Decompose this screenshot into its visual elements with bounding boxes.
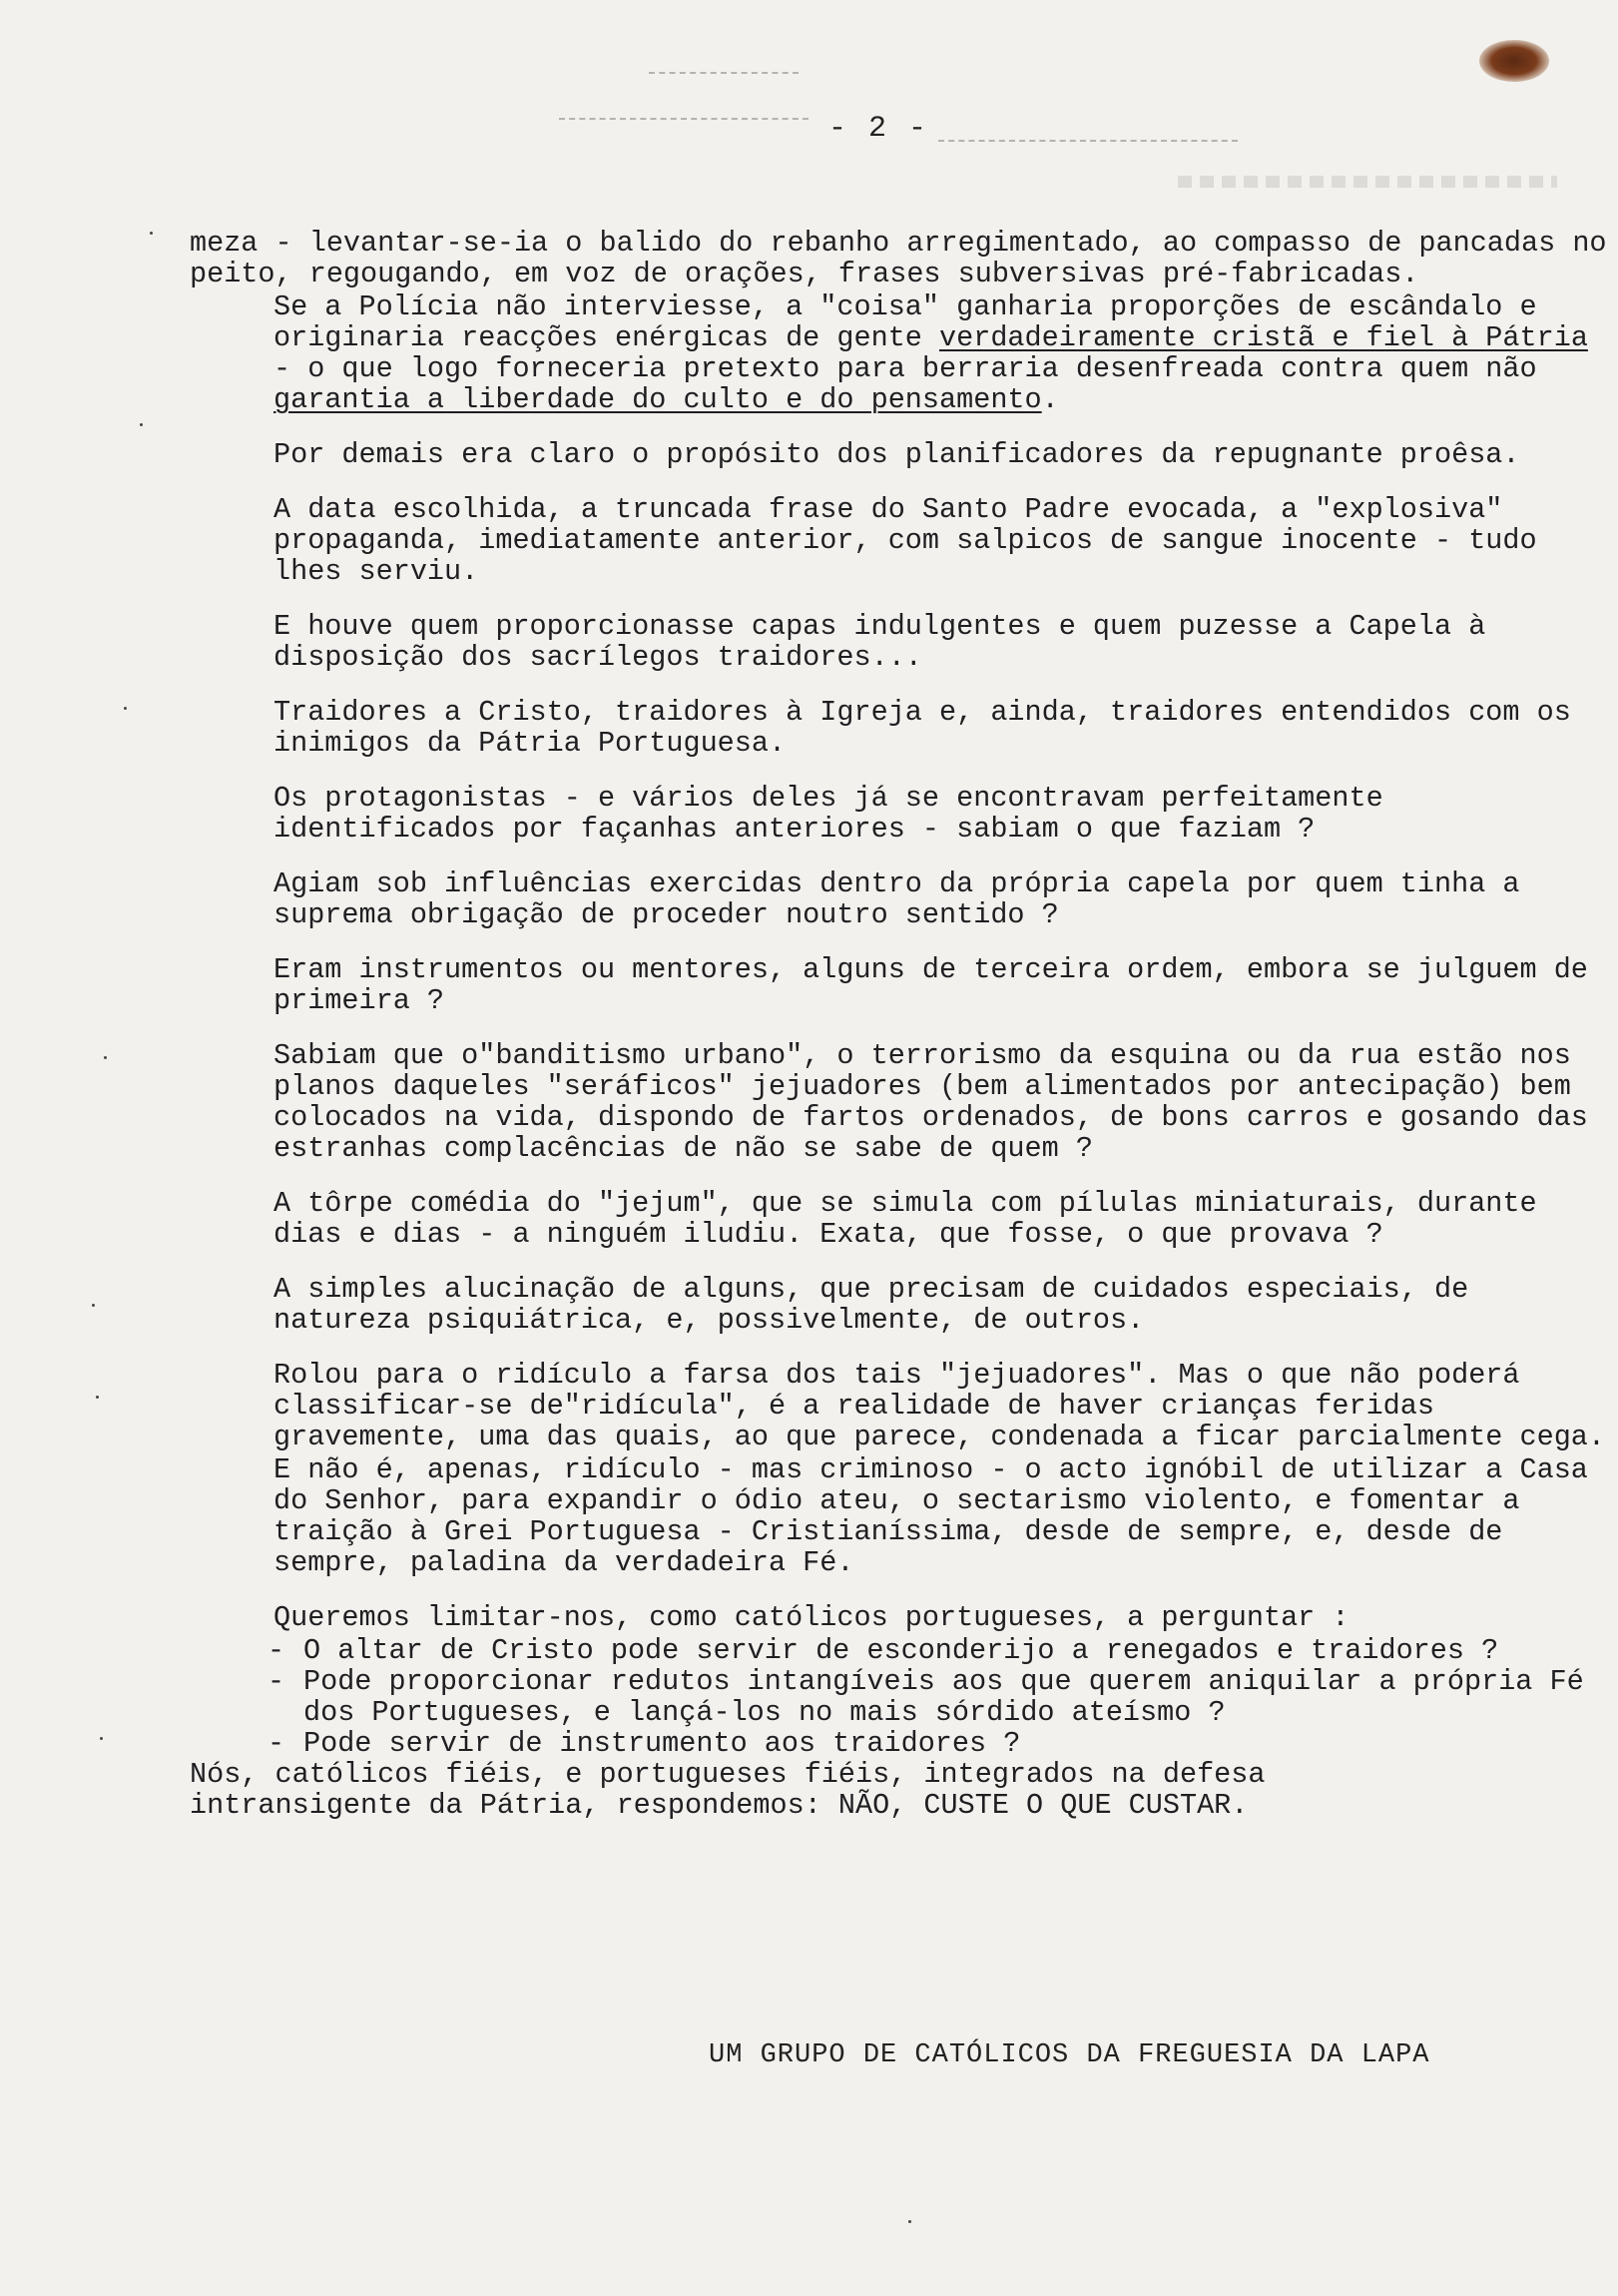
answer-paragraph: Nós, católicos fiéis, e portugueses fiéis, integrados na defesa intransigente da Pátria, respondemos: NÃO, CUSTE O QUE CUSTAR. [190, 1758, 1266, 1822]
header-dashes-right [938, 140, 1238, 142]
underlined-phrase-2: garantia a liberdade do culto e do pensamento [273, 383, 1042, 416]
paragraph-10: Sabiam que o"banditismo urbano", o terrorismo da esquina ou da rua estão nos planos daqueles "seráficos" jejuadores (bem alimentados por antecipação) bem colocados na vida, dispondo de fartos ordenados, de bons carros e gosando das estranhas complacências de não se sabe de quem ? [273, 1039, 1588, 1165]
question-bullet: - [268, 1634, 285, 1667]
signature: UM GRUPO DE CATÓLICOS DA FREGUESIA DA LAPA [709, 2040, 1430, 2070]
rust-stain [1479, 40, 1549, 82]
letter-body [190, 228, 1607, 1845]
questions-list [190, 1635, 1607, 1759]
underlined-phrase-1: verdadeiramente cristã e fiel à Pátria [939, 321, 1588, 354]
bleed-through-text [1178, 176, 1557, 188]
question-bullet: - [268, 1727, 285, 1760]
paragraph-9: Eram instrumentos ou mentores, alguns de terceira ordem, embora se julguem de primeira ? [273, 953, 1588, 1017]
header-dashes-left [559, 118, 809, 120]
page-number: - 2 - [827, 112, 928, 146]
ink-speck [92, 1304, 95, 1307]
header-dashes-top [649, 72, 799, 74]
paragraph-1: meza - levantar-se-ia o balido do rebanho arregimentado, ao compasso de pancadas no peito, regougando, em voz de orações, frases subversivas pré-fabricadas. [190, 227, 1607, 290]
paragraph-2: Se a Polícia não interviesse, a "coisa" ganharia proporções de escândalo e originaria reacções enérgicas de gente verdadeiramente cristã e fiel à Pátria - o que logo forneceria pretexto para berraria desenfreada contra quem não garantia a liberdade do culto e do pensamento. [273, 290, 1588, 416]
ink-speck [104, 1056, 107, 1059]
paragraph-14: E não é, apenas, ridículo - mas criminoso - o acto ignóbil de utilizar a Casa do Senhor, para expandir o ódio ateu, o sectarismo violento, e fomentar a traição à Grei Portuguesa - Cristianíssima, desde de sempre, e, desde de sempre, paladina da verdadeira Fé. [273, 1453, 1588, 1579]
paragraph-3: Por demais era claro o propósito dos planificadores da repugnante proêsa. [273, 438, 1520, 471]
questions-intro: Queremos limitar-nos, como católicos portugueses, a perguntar : [273, 1601, 1349, 1634]
paragraph-13: Rolou para o ridículo a farsa dos tais "jejuadores". Mas o que não poderá classificar-se de"ridícula", é a realidade de haver crianças feridas gravemente, uma das quais, ao que parece, condenada a ficar parcialmente cega. [273, 1359, 1606, 1453]
paragraph-5: E houve quem proporcionasse capas indulgentes e quem puzesse a Capela à disposição dos sacrílegos traidores... [273, 610, 1486, 674]
ink-speck [150, 232, 153, 235]
paragraph-11: A tôrpe comédia do "jejum", que se simula com pílulas miniaturais, durante dias e dias - a ninguém iludiu. Exata, que fosse, o que provava ? [273, 1187, 1537, 1251]
ink-speck [124, 707, 127, 710]
paragraph-7: Os protagonistas - e vários deles já se encontravam perfeitamente identificados por façanhas anteriores - sabiam o que faziam ? [273, 782, 1383, 846]
question-bullet: - [268, 1665, 285, 1698]
paragraph-12: A simples alucinação de alguns, que precisam de cuidados especiais, de natureza psiquiátrica, e, possivelmente, de outros. [273, 1273, 1469, 1337]
paragraph-6: Traidores a Cristo, traidores à Igreja e, ainda, traidores entendidos com os inimigos da Pátria Portuguesa. [273, 696, 1571, 760]
question-item: - Pode servir de instrumento aos traidores ? [268, 1727, 1021, 1760]
paragraph-4: A data escolhida, a truncada frase do Santo Padre evocada, a "explosiva" propaganda, imediatamente anterior, com salpicos de sangue inocente - tudo lhes serviu. [273, 493, 1537, 588]
question-item: - Pode proporcionar redutos intangíveis aos que querem aniquilar a própria Fé dos Portugueses, e lançá-los no mais sórdido ateísmo ? [268, 1665, 1584, 1729]
ink-speck [140, 423, 143, 426]
question-item: - O altar de Cristo pode servir de esconderijo a renegados e traidores ? [268, 1634, 1499, 1667]
paragraph-8: Agiam sob influências exercidas dentro da própria capela por quem tinha a suprema obrigação de proceder noutro sentido ? [273, 867, 1520, 931]
ink-speck [96, 1396, 99, 1399]
ink-speck [100, 1737, 103, 1740]
ink-speck [908, 2220, 911, 2223]
